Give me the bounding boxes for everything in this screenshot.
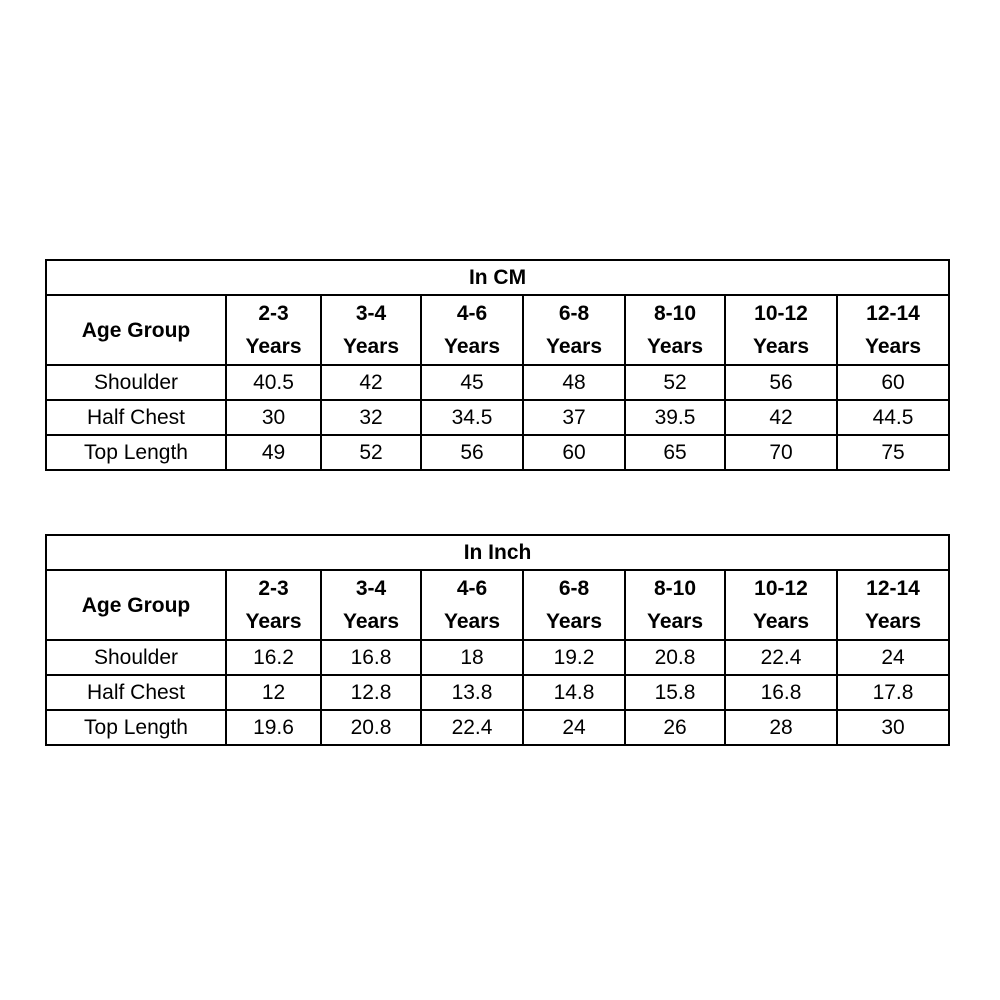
- table-cell: 44.5: [837, 400, 949, 435]
- row-label: Top Length: [46, 435, 226, 470]
- table-cell: 28: [725, 710, 837, 745]
- table-cell: 30: [226, 400, 321, 435]
- column-header: 6-8 Years: [523, 570, 625, 640]
- table-cell: 56: [725, 365, 837, 400]
- row-label: Shoulder: [46, 365, 226, 400]
- table-cell: 15.8: [625, 675, 725, 710]
- table-cell: 52: [625, 365, 725, 400]
- table-cell: 45: [421, 365, 523, 400]
- table-cell: 17.8: [837, 675, 949, 710]
- column-header: 2-3 Years: [226, 295, 321, 365]
- table-cell: 14.8: [523, 675, 625, 710]
- table-header-row: [46, 295, 949, 365]
- table-cell: 37: [523, 400, 625, 435]
- table-cell: 75: [837, 435, 949, 470]
- table-cell: 49: [226, 435, 321, 470]
- table-title: In Inch: [46, 535, 949, 570]
- table-cell: 60: [837, 365, 949, 400]
- table-title-row: [46, 535, 949, 570]
- column-header: 8-10 Years: [625, 295, 725, 365]
- size-chart-cm-table: [45, 259, 950, 471]
- column-header: 12-14 Years: [837, 570, 949, 640]
- size-chart-inch-table: [45, 534, 950, 746]
- table-cell: 22.4: [725, 640, 837, 675]
- table-cell: 18: [421, 640, 523, 675]
- table-cell: 16.8: [725, 675, 837, 710]
- table-cell: 56: [421, 435, 523, 470]
- table-cell: 19.6: [226, 710, 321, 745]
- column-header: 6-8 Years: [523, 295, 625, 365]
- column-header: 10-12 Years: [725, 570, 837, 640]
- table-cell: 22.4: [421, 710, 523, 745]
- table-cell: 12.8: [321, 675, 421, 710]
- table-title-row: [46, 260, 949, 295]
- row-label: Shoulder: [46, 640, 226, 675]
- table-row: [46, 400, 949, 435]
- table-cell: 26: [625, 710, 725, 745]
- table-cell: 24: [523, 710, 625, 745]
- table-cell: 70: [725, 435, 837, 470]
- table-cell: 16.2: [226, 640, 321, 675]
- column-header: 2-3 Years: [226, 570, 321, 640]
- table-cell: 52: [321, 435, 421, 470]
- age-group-header: Age Group: [46, 295, 226, 365]
- table-row: [46, 640, 949, 675]
- table-cell: 39.5: [625, 400, 725, 435]
- row-label: Half Chest: [46, 675, 226, 710]
- row-label: Half Chest: [46, 400, 226, 435]
- column-header: 8-10 Years: [625, 570, 725, 640]
- table-cell: 19.2: [523, 640, 625, 675]
- table-cell: 65: [625, 435, 725, 470]
- column-header: 4-6 Years: [421, 570, 523, 640]
- table-cell: 32: [321, 400, 421, 435]
- table-cell: 30: [837, 710, 949, 745]
- table-cell: 60: [523, 435, 625, 470]
- table-cell: 34.5: [421, 400, 523, 435]
- table-row: [46, 365, 949, 400]
- table-cell: 20.8: [321, 710, 421, 745]
- column-header: 3-4 Years: [321, 295, 421, 365]
- column-header: 10-12 Years: [725, 295, 837, 365]
- table-cell: 40.5: [226, 365, 321, 400]
- row-label: Top Length: [46, 710, 226, 745]
- table-row: [46, 435, 949, 470]
- table-row: [46, 710, 949, 745]
- table-cell: 20.8: [625, 640, 725, 675]
- column-header: 4-6 Years: [421, 295, 523, 365]
- table-cell: 12: [226, 675, 321, 710]
- table-cell: 16.8: [321, 640, 421, 675]
- table-cell: 13.8: [421, 675, 523, 710]
- table-cell: 48: [523, 365, 625, 400]
- table-title: In CM: [46, 260, 949, 295]
- table-cell: 24: [837, 640, 949, 675]
- table-header-row: [46, 570, 949, 640]
- column-header: 3-4 Years: [321, 570, 421, 640]
- table-row: [46, 675, 949, 710]
- age-group-header: Age Group: [46, 570, 226, 640]
- table-cell: 42: [725, 400, 837, 435]
- table-cell: 42: [321, 365, 421, 400]
- column-header: 12-14 Years: [837, 295, 949, 365]
